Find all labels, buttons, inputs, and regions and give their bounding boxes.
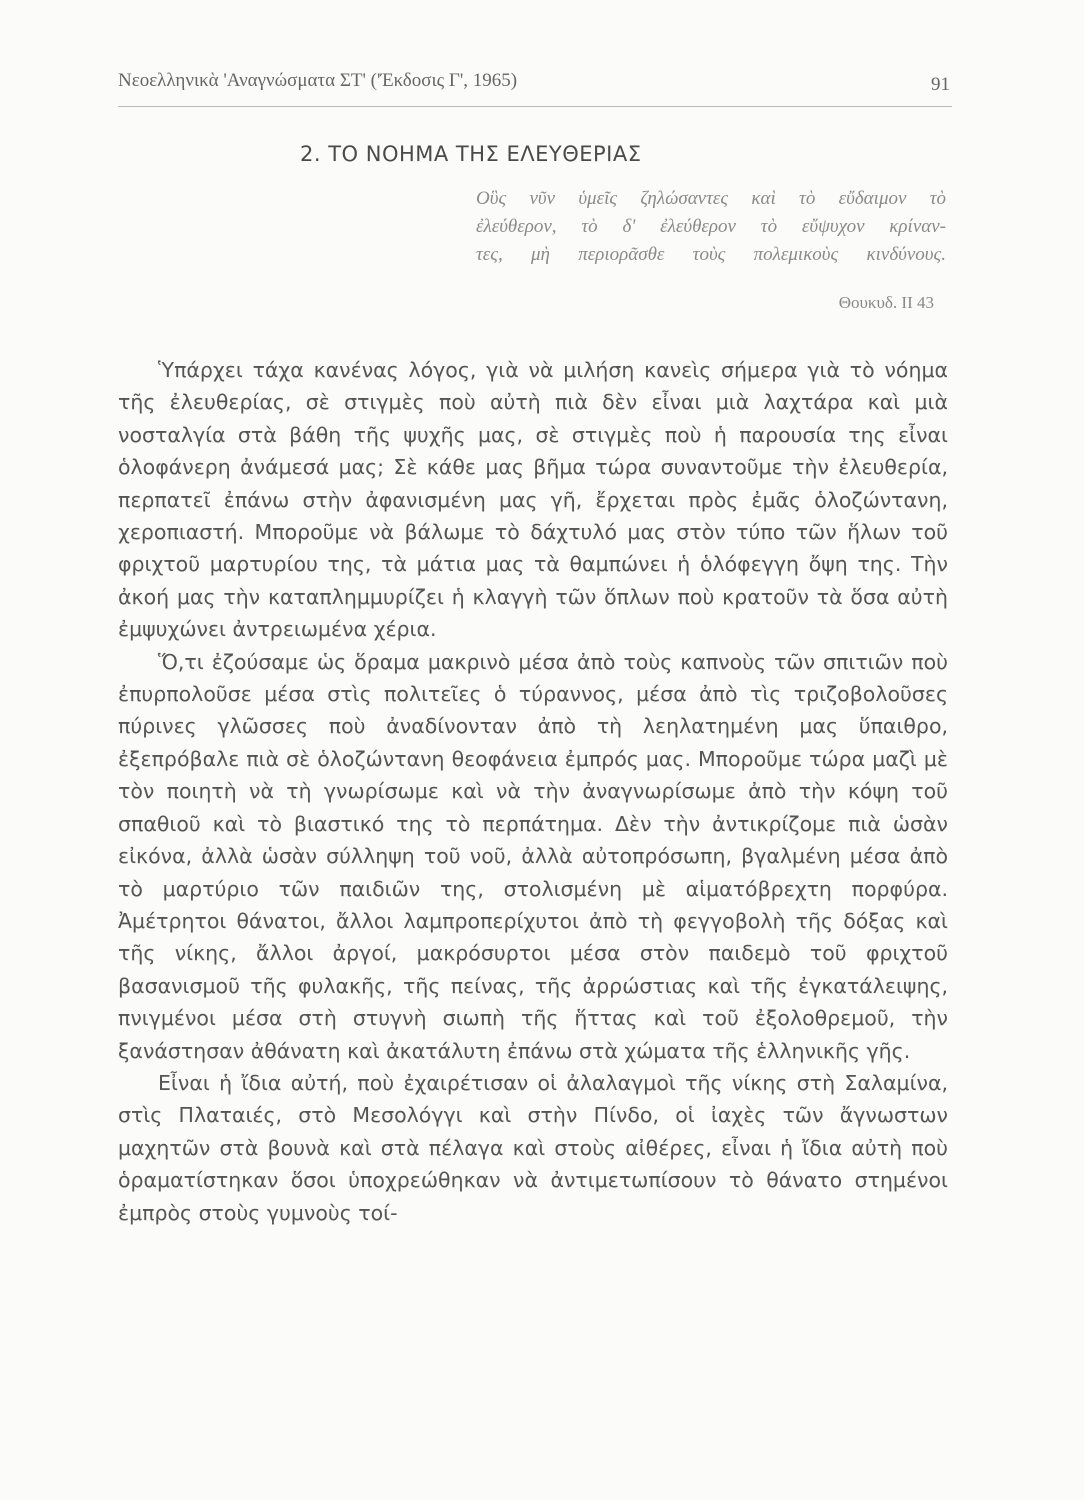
header-rule [118, 106, 952, 107]
paragraph: Εἶναι ἡ ἴδια αὐτή, ποὺ ἐχαιρέτισαν οἱ ἀλαλαγμοὶ τῆς νίκης στὴ Σαλαμίνα, στὶς Πλαταιές, στὸ Μεσολόγγι καὶ στὴν Πίνδο, οἱ ἰαχὲς τῶν ἄγνωστων μαχητῶν στὰ βουνὰ καὶ στὰ πέλαγα καὶ στοὺς αἰθέρες, εἶναι ἡ ἴδια αὐτὴ ποὺ ὁραματίστηκαν ὅσοι ὑποχρεώθηκαν νὰ ἀντιμετωπίσουν τὸ θάνατο στημένοι ἐμπρὸς στοὺς γυμνοὺς τοί- [118, 1070, 948, 1225]
paragraph: Ὅ,τι ἐζούσαμε ὡς ὅραμα μακρινὸ μέσα ἀπὸ τοὺς καπνοὺς τῶν σπιτιῶν ποὺ ἐπυρπολοῦσε μέσα στὶς πολιτεῖες ὁ τύραννος, μέσα ἀπὸ τὶς τριζοβολοῦσες πύρινες γλῶσσες ποὺ ἀναδίνονταν ἀπὸ τὴ λεηλατημένη μας ὕπαιθρο, ἐξεπρόβαλε πιὰ σὲ ὁλοζώντανη θεοφάνεια ἐμπρός μας. Μποροῦμε τώρα μαζὶ μὲ τὸν ποιητὴ νὰ τὴ γνωρίσωμε καὶ νὰ τὴν ἀναγνωρίσωμε ἀπὸ τὴν κόψη τοῦ σπαθιοῦ καὶ τὸ βιαστικό της τὸ περπάτημα. Δὲν τὴν ἀντικρίζομε πιὰ ὡσὰν εἰκόνα, ἀλλὰ ὡσὰν σύλληψη τοῦ νοῦ, ἀλλὰ αὐτοπρόσωπη, βγαλμένη μέσα ἀπὸ τὸ μαρτύριο τῶν παιδιῶν της, στολισμένη μὲ αἱματόβρεχτη πορφύρα. Ἀμέτρητοι θάνατοι, ἄλλοι λαμπροπερίχυτοι ἀπὸ τὴ φεγγοβολὴ τῆς δόξας καὶ τῆς νίκης, ἄλλοι ἀργοί, μακρόσυρτοι μέσα στὸν παιδεμὸ τοῦ φριχτοῦ βασανισμοῦ τῆς φυλακῆς, τῆς πείνας, τῆς ἀρρώστιας καὶ τῆς ἐγκατάλειψης, πνιγμένοι μέσα στὴ στυγνὴ σιωπὴ τῆς ἥττας καὶ τοῦ ἐξολοθρεμοῦ, τὴν ξανάστησαν ἀθάνατη καὶ ἀκατάλυτη ἐπάνω στὰ χώματα τῆς ἑλληνικῆς γῆς. [118, 649, 948, 1063]
source-citation: Νεοελληνικὰ 'Αναγνώσματα ΣΤ' ('Έκδοσις Γ', 1965) [118, 70, 518, 91]
epigraph-line-1: Οὓς νῦν ὑμεῖς ζηλώσαντες καὶ τὸ εὔδαιμον τὸ [476, 188, 946, 209]
epigraph [476, 185, 946, 269]
epigraph-line-3: τες, μὴ περιορᾶσθε τοὺς πολεμικοὺς κινδύνους. [476, 244, 946, 265]
chapter-title: 2. ΤΟ ΝΟΗΜΑ ΤΗΣ ΕΛΕΥΘΕΡΙΑΣ [300, 142, 642, 166]
paragraph: Ὑπάρχει τάχα κανένας λόγος, γιὰ νὰ μιλήση κανεὶς σήμερα γιὰ τὸ νόημα τῆς ἐλευθερίας, σὲ στιγμὲς ποὺ αὐτὴ πιὰ δὲν εἶναι μιὰ λαχτάρα καὶ μιὰ νοσταλγία στὰ βάθη τῆς ψυχῆς μας, σὲ στιγμὲς ποὺ ἡ παρουσία της εἶναι ὁλοφάνερη ἀνάμεσά μας; Σὲ κάθε μας βῆμα τώρα συναντοῦμε τὴν ἐλευθερία, περπατεῖ ἐπάνω στὴν ἀφανισμένη μας γῆ, ἔρχεται πρὸς ἐμᾶς ὁλοζώντανη, χεροπιαστή. Μποροῦμε νὰ βάλωμε τὸ δάχτυλό μας στὸν τύπο τῶν ἥλων τοῦ φριχτοῦ μαρτυρίου της, τὰ μάτια μας τὰ θαμπώνει ἡ ὁλόφεγγη ὄψη της. Τὴν ἀκοή μας τὴν καταπλημμυρίζει ἡ κλαγγὴ τῶν ὅπλων ποὺ κρατοῦν τὰ ὅσα αὐτὴ ἐμψυχώνει ἀντρειωμένα χέρια. [118, 358, 948, 642]
body-text [118, 354, 948, 1229]
page-number: 91 [931, 74, 950, 95]
epigraph-line-2: ἐλεύθερον, τὸ δ' ἐλεύθερον τὸ εὔψυχον κρίναν- [476, 216, 946, 237]
epigraph-attribution: Θουκυδ. ΙΙ 43 [838, 293, 934, 312]
